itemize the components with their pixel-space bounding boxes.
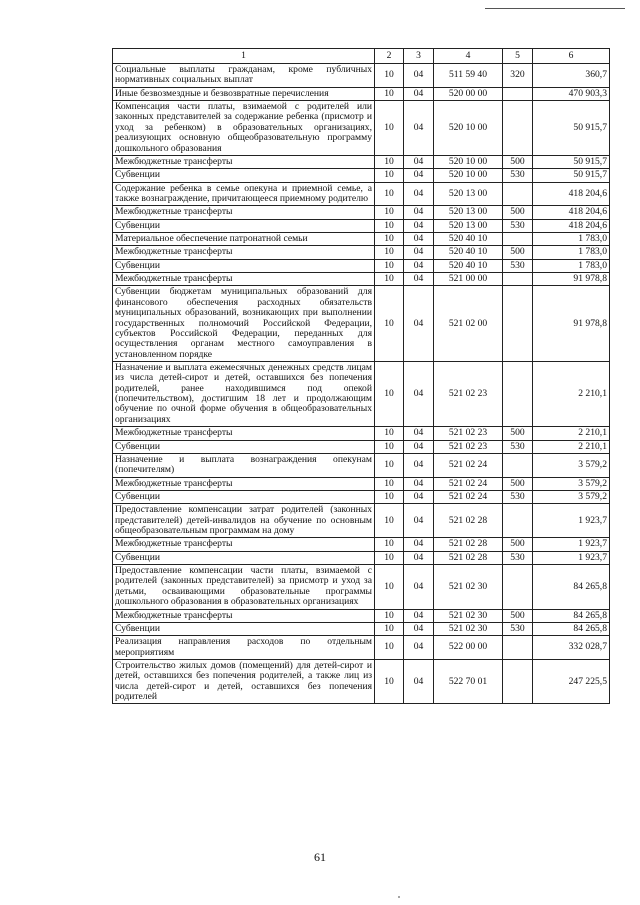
cell-pr: 04 — [404, 659, 434, 703]
cell-vr — [503, 659, 533, 703]
cell-pr: 04 — [404, 477, 434, 490]
cell-vr: 530 — [503, 219, 533, 232]
table-row — [113, 622, 610, 635]
cell-vr — [503, 504, 533, 538]
cell-rz: 10 — [375, 659, 404, 703]
table-row — [113, 273, 610, 286]
cell-csr: 521 02 24 — [434, 453, 503, 477]
cell-pr: 04 — [404, 565, 434, 609]
cell-rz: 10 — [375, 440, 404, 453]
table-row — [113, 169, 610, 182]
cell-csr: 521 02 28 — [434, 504, 503, 538]
cell-sum: 84 265,8 — [533, 622, 610, 635]
cell-csr: 520 10 00 — [434, 155, 503, 168]
cell-rz: 10 — [375, 477, 404, 490]
cell-csr: 521 00 00 — [434, 273, 503, 286]
cell-vr — [503, 636, 533, 660]
cell-name: Субвенции — [113, 219, 375, 232]
budget-table — [112, 48, 610, 704]
cell-vr: 500 — [503, 155, 533, 168]
cell-csr: 521 02 30 — [434, 609, 503, 622]
cell-pr: 04 — [404, 64, 434, 88]
cell-csr: 520 13 00 — [434, 219, 503, 232]
cell-rz: 10 — [375, 636, 404, 660]
cell-csr: 521 02 30 — [434, 622, 503, 635]
cell-pr: 04 — [404, 182, 434, 206]
cell-rz: 10 — [375, 233, 404, 246]
cell-rz: 10 — [375, 155, 404, 168]
table-row — [113, 490, 610, 503]
cell-vr — [503, 453, 533, 477]
cell-name: Субвенции — [113, 490, 375, 503]
cell-pr: 04 — [404, 101, 434, 156]
cell-sum: 1 923,7 — [533, 538, 610, 551]
cell-rz: 10 — [375, 565, 404, 609]
cell-pr: 04 — [404, 609, 434, 622]
cell-rz: 10 — [375, 453, 404, 477]
cell-sum: 418 204,6 — [533, 206, 610, 219]
cell-pr: 04 — [404, 440, 434, 453]
cell-vr: 530 — [503, 622, 533, 635]
cell-vr: 320 — [503, 64, 533, 88]
cell-vr: 500 — [503, 427, 533, 440]
cell-csr: 520 10 00 — [434, 101, 503, 156]
table-row — [113, 361, 610, 426]
cell-name: Субвенции — [113, 259, 375, 272]
cell-pr: 04 — [404, 206, 434, 219]
cell-sum: 418 204,6 — [533, 219, 610, 232]
cell-sum: 418 204,6 — [533, 182, 610, 206]
cell-vr: 530 — [503, 259, 533, 272]
table-row — [113, 565, 610, 609]
cell-rz: 10 — [375, 182, 404, 206]
cell-csr: 520 00 00 — [434, 87, 503, 100]
cell-vr — [503, 273, 533, 286]
cell-sum: 332 028,7 — [533, 636, 610, 660]
cell-name: Предоставление компенсации затрат родителей (законных представителей) детей-инвалидов на обучение по основным общеобразовательным программам на дому — [113, 504, 375, 538]
cell-sum: 247 225,5 — [533, 659, 610, 703]
cell-vr: 500 — [503, 206, 533, 219]
cell-sum: 84 265,8 — [533, 609, 610, 622]
cell-name: Межбюджетные трансферты — [113, 206, 375, 219]
cell-sum: 91 978,8 — [533, 286, 610, 362]
cell-csr: 511 59 40 — [434, 64, 503, 88]
cell-csr: 521 02 00 — [434, 286, 503, 362]
cell-csr: 522 00 00 — [434, 636, 503, 660]
table-row — [113, 538, 610, 551]
cell-csr: 521 02 28 — [434, 551, 503, 564]
cell-vr: 530 — [503, 490, 533, 503]
cell-rz: 10 — [375, 504, 404, 538]
cell-sum: 470 903,3 — [533, 87, 610, 100]
cell-name: Субвенции — [113, 440, 375, 453]
cell-rz: 10 — [375, 551, 404, 564]
cell-csr: 520 40 10 — [434, 233, 503, 246]
table-row — [113, 551, 610, 564]
table-row — [113, 659, 610, 703]
cell-rz: 10 — [375, 427, 404, 440]
cell-name: Реализация направления расходов по отдельным мероприятиям — [113, 636, 375, 660]
cell-name: Межбюджетные трансферты — [113, 273, 375, 286]
cell-csr: 521 02 24 — [434, 490, 503, 503]
cell-vr: 500 — [503, 609, 533, 622]
cell-csr: 520 13 00 — [434, 206, 503, 219]
table-row — [113, 206, 610, 219]
cell-name: Межбюджетные трансферты — [113, 477, 375, 490]
table-row — [113, 453, 610, 477]
cell-name: Материальное обеспечение патронатной семьи — [113, 233, 375, 246]
table-row — [113, 246, 610, 259]
cell-pr: 04 — [404, 622, 434, 635]
cell-vr — [503, 361, 533, 426]
cell-name: Межбюджетные трансферты — [113, 246, 375, 259]
cell-rz: 10 — [375, 219, 404, 232]
cell-sum: 2 210,1 — [533, 427, 610, 440]
table-row — [113, 64, 610, 88]
cell-sum: 50 915,7 — [533, 101, 610, 156]
cell-vr: 530 — [503, 440, 533, 453]
cell-sum: 3 579,2 — [533, 490, 610, 503]
cell-vr — [503, 182, 533, 206]
cell-name: Предоставление компенсации части платы, взимаемой с родителей (законных представителей) за присмотр и уход за детьми, осваивающими образовательные программы дошкольного образования в образовательных организациях — [113, 565, 375, 609]
cell-rz: 10 — [375, 87, 404, 100]
cell-sum: 1 783,0 — [533, 233, 610, 246]
cell-rz: 10 — [375, 361, 404, 426]
cell-csr: 520 10 00 — [434, 169, 503, 182]
cell-csr: 521 02 24 — [434, 477, 503, 490]
table-row — [113, 427, 610, 440]
cell-pr: 04 — [404, 273, 434, 286]
cell-sum: 50 915,7 — [533, 155, 610, 168]
cell-name: Межбюджетные трансферты — [113, 427, 375, 440]
cell-vr: 500 — [503, 538, 533, 551]
cell-rz: 10 — [375, 538, 404, 551]
cell-csr: 520 40 10 — [434, 246, 503, 259]
header-cell: 4 — [434, 49, 503, 64]
cell-name: Субвенции бюджетам муниципальных образований для финансового обеспечения расходных обязательств муниципальных образований, возникающих при выполнении государственных полномочий Российской Федерации, субъектов Российской Федерации, переданных для осуществления органам местного самоуправления в установленном порядке — [113, 286, 375, 362]
cell-pr: 04 — [404, 636, 434, 660]
cell-name: Компенсация части платы, взимаемой с родителей или законных представителей за содержание ребенка (присмотр и уход за ребенком) в образовательных организациях, реализующих основную общеобразовательную программу дошкольного образования — [113, 101, 375, 156]
cell-pr: 04 — [404, 490, 434, 503]
header-row — [113, 49, 610, 64]
cell-sum: 50 915,7 — [533, 169, 610, 182]
cell-csr: 520 40 10 — [434, 259, 503, 272]
cell-sum: 3 579,2 — [533, 453, 610, 477]
table-row — [113, 233, 610, 246]
table-row — [113, 155, 610, 168]
cell-rz: 10 — [375, 490, 404, 503]
cell-pr: 04 — [404, 361, 434, 426]
header-cell: 2 — [375, 49, 404, 64]
cell-vr — [503, 87, 533, 100]
cell-pr: 04 — [404, 286, 434, 362]
cell-pr: 04 — [404, 259, 434, 272]
cell-rz: 10 — [375, 246, 404, 259]
cell-pr: 04 — [404, 453, 434, 477]
cell-sum: 2 210,1 — [533, 361, 610, 426]
cell-rz: 10 — [375, 286, 404, 362]
cell-vr — [503, 286, 533, 362]
table-row — [113, 182, 610, 206]
table-body — [113, 64, 610, 704]
table-row — [113, 636, 610, 660]
cell-name: Назначение и выплата вознаграждения опекунам (попечителям) — [113, 453, 375, 477]
cell-rz: 10 — [375, 169, 404, 182]
cell-csr: 522 70 01 — [434, 659, 503, 703]
cell-pr: 04 — [404, 219, 434, 232]
cell-name: Межбюджетные трансферты — [113, 155, 375, 168]
table-row — [113, 440, 610, 453]
cell-vr — [503, 101, 533, 156]
cell-pr: 04 — [404, 233, 434, 246]
cell-pr: 04 — [404, 169, 434, 182]
scan-speck — [398, 896, 400, 898]
cell-name: Иные безвозмездные и безвозвратные перечисления — [113, 87, 375, 100]
cell-rz: 10 — [375, 273, 404, 286]
cell-csr: 521 02 23 — [434, 361, 503, 426]
cell-pr: 04 — [404, 504, 434, 538]
cell-sum: 2 210,1 — [533, 440, 610, 453]
cell-sum: 360,7 — [533, 64, 610, 88]
table-row — [113, 259, 610, 272]
table-row — [113, 609, 610, 622]
cell-csr: 521 02 23 — [434, 427, 503, 440]
cell-csr: 520 13 00 — [434, 182, 503, 206]
cell-name: Социальные выплаты гражданам, кроме публичных нормативных социальных выплат — [113, 64, 375, 88]
cell-sum: 84 265,8 — [533, 565, 610, 609]
cell-vr — [503, 565, 533, 609]
cell-rz: 10 — [375, 622, 404, 635]
header-cell: 6 — [533, 49, 610, 64]
header-cell: 1 — [113, 49, 375, 64]
cell-sum: 1 783,0 — [533, 246, 610, 259]
cell-name: Межбюджетные трансферты — [113, 538, 375, 551]
cell-pr: 04 — [404, 551, 434, 564]
cell-pr: 04 — [404, 427, 434, 440]
header-cell: 5 — [503, 49, 533, 64]
cell-rz: 10 — [375, 609, 404, 622]
cell-csr: 521 02 23 — [434, 440, 503, 453]
cell-csr: 521 02 28 — [434, 538, 503, 551]
cell-name: Строительство жилых домов (помещений) для детей-сирот и детей, оставшихся без попечения родителей, а также лиц из числа детей-сирот и детей, оставшихся без попечения родителей — [113, 659, 375, 703]
cell-sum: 3 579,2 — [533, 477, 610, 490]
cell-vr: 530 — [503, 551, 533, 564]
cell-name: Субвенции — [113, 622, 375, 635]
cell-csr: 521 02 30 — [434, 565, 503, 609]
page-number: 61 — [314, 850, 326, 864]
cell-pr: 04 — [404, 155, 434, 168]
cell-vr — [503, 233, 533, 246]
cell-rz: 10 — [375, 64, 404, 88]
cell-sum: 1 923,7 — [533, 504, 610, 538]
table-row — [113, 87, 610, 100]
cell-sum: 91 978,8 — [533, 273, 610, 286]
cell-vr: 500 — [503, 477, 533, 490]
table-row — [113, 477, 610, 490]
table-row — [113, 219, 610, 232]
cell-name: Субвенции — [113, 169, 375, 182]
cell-rz: 10 — [375, 101, 404, 156]
cell-pr: 04 — [404, 246, 434, 259]
cell-pr: 04 — [404, 87, 434, 100]
table-row — [113, 504, 610, 538]
cell-vr: 500 — [503, 246, 533, 259]
table-row — [113, 286, 610, 362]
cell-pr: 04 — [404, 538, 434, 551]
cell-vr: 530 — [503, 169, 533, 182]
cell-name: Назначение и выплата ежемесячных денежных средств лицам из числа детей-сирот и детей, оставшихся без попечения родителей, ранее находившимся под опекой (попечительством), достигшим 18 лет и продолжающим обучение по очной форме обучения в общеобразовательных организациях — [113, 361, 375, 426]
cell-name: Межбюджетные трансферты — [113, 609, 375, 622]
cell-rz: 10 — [375, 259, 404, 272]
table-row — [113, 101, 610, 156]
cell-name: Содержание ребенка в семье опекуна и приемной семье, а также вознаграждение, причитающееся приемному родителю — [113, 182, 375, 206]
cell-rz: 10 — [375, 206, 404, 219]
top-rule — [485, 8, 625, 9]
cell-name: Субвенции — [113, 551, 375, 564]
cell-sum: 1 783,0 — [533, 259, 610, 272]
cell-sum: 1 923,7 — [533, 551, 610, 564]
header-cell: 3 — [404, 49, 434, 64]
